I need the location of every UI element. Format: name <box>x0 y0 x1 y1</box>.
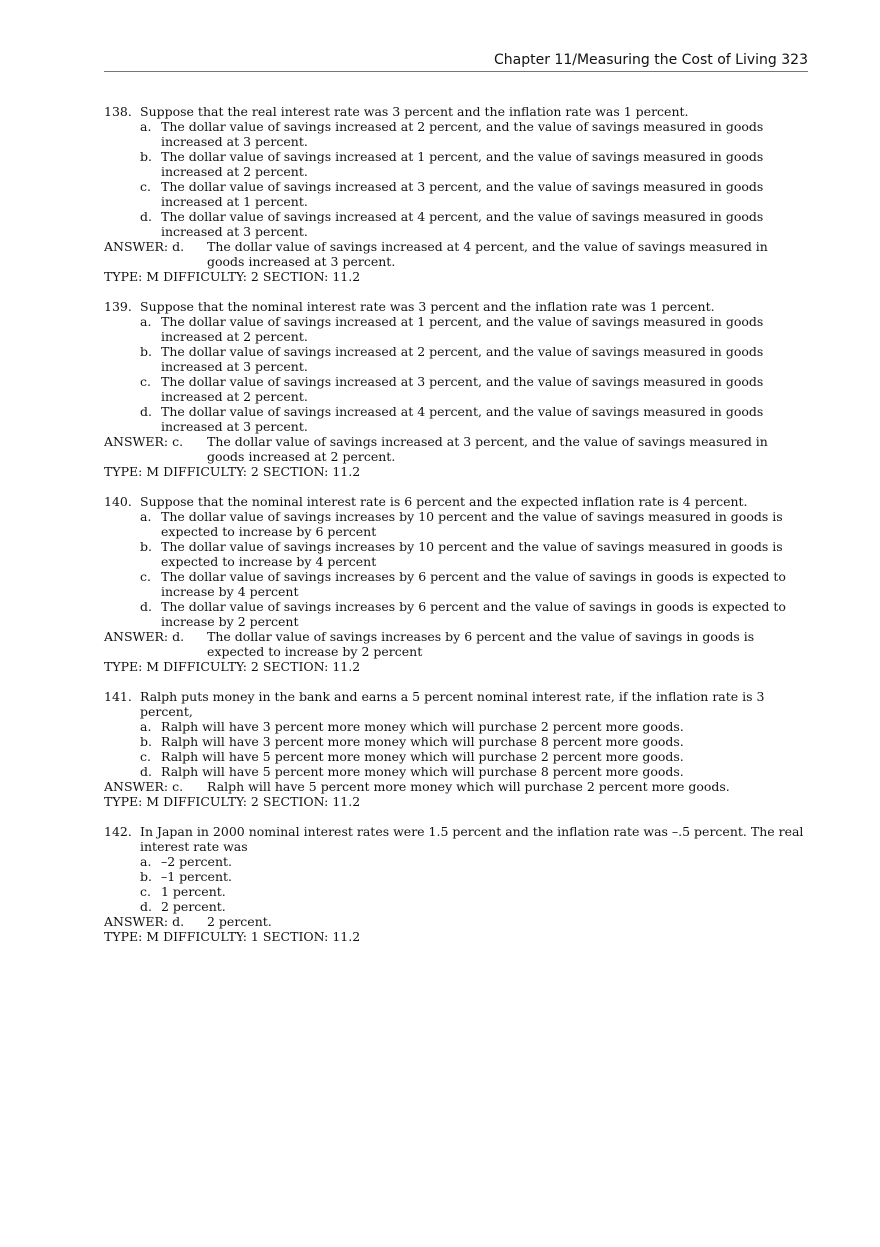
option-d <box>104 764 808 779</box>
question-stem <box>104 104 808 119</box>
option-text: The dollar value of savings increased at 4 percent, and the value of savings measured in goods increased at 3 percent. <box>161 209 764 239</box>
option-letter: b. <box>140 539 152 554</box>
option-letter: c. <box>140 749 151 764</box>
option-text: The dollar value of savings increased at 4 percent, and the value of savings measured in goods increased at 3 percent. <box>161 404 764 434</box>
page-header <box>104 52 808 72</box>
option-b <box>104 149 808 179</box>
option-letter: a. <box>140 719 152 734</box>
question-text: Suppose that the nominal interest rate is 6 percent and the expected inflation rate is 4 percent. <box>140 494 748 509</box>
question-text: Suppose that the real interest rate was 3 percent and the inflation rate was 1 percent. <box>140 104 689 119</box>
question-meta: TYPE: M DIFFICULTY: 2 SECTION: 11.2 <box>104 794 361 809</box>
question-meta: TYPE: M DIFFICULTY: 2 SECTION: 11.2 <box>104 464 361 479</box>
question-stem <box>104 494 808 509</box>
option-c <box>104 179 808 209</box>
option-letter: d. <box>140 899 152 914</box>
option-text: The dollar value of savings increases by 6 percent and the value of savings in goods is expected to increase by 4 percent <box>161 569 786 599</box>
option-a <box>104 314 808 344</box>
option-d <box>104 404 808 434</box>
option-a <box>104 719 808 734</box>
option-letter: d. <box>140 209 152 224</box>
question-text: Suppose that the nominal interest rate was 3 percent and the inflation rate was 1 percent. <box>140 299 715 314</box>
option-letter: b. <box>140 149 152 164</box>
page-number: 323 <box>781 52 808 68</box>
option-letter: b. <box>140 869 152 884</box>
option-c <box>104 884 808 899</box>
answer-line <box>104 914 808 929</box>
chapter-title: Chapter 11/Measuring the Cost of Living <box>493 52 777 68</box>
option-letter: b. <box>140 344 152 359</box>
question-text: Ralph puts money in the bank and earns a 5 percent nominal interest rate, if the inflation rate is 3 percent, <box>140 689 765 719</box>
question-140 <box>104 494 808 674</box>
option-letter: c. <box>140 569 151 584</box>
option-text: –1 percent. <box>161 869 232 884</box>
question-stem <box>104 824 808 854</box>
option-c <box>104 569 808 599</box>
option-letter: c. <box>140 374 151 389</box>
option-list <box>104 119 808 239</box>
answer-text: The dollar value of savings increased at 4 percent, and the value of savings measured in goods increased at 3 percent. <box>207 239 768 269</box>
option-text: The dollar value of savings increases by 10 percent and the value of savings measured in goods is expected to increase by 6 percent <box>161 509 783 539</box>
option-list <box>104 509 808 629</box>
option-text: Ralph will have 5 percent more money which will purchase 8 percent more goods. <box>161 764 684 779</box>
option-b <box>104 734 808 749</box>
question-139 <box>104 299 808 479</box>
option-text: The dollar value of savings increases by 6 percent and the value of savings in goods is expected to increase by 2 percent <box>161 599 786 629</box>
answer-text: The dollar value of savings increased at 3 percent, and the value of savings measured in goods increased at 2 percent. <box>207 434 768 464</box>
option-d <box>104 599 808 629</box>
option-list <box>104 314 808 434</box>
option-list <box>104 719 808 779</box>
question-142 <box>104 824 808 944</box>
option-text: The dollar value of savings increased at 1 percent, and the value of savings measured in goods increased at 2 percent. <box>161 314 764 344</box>
option-text: The dollar value of savings increased at 2 percent, and the value of savings measured in goods increased at 3 percent. <box>161 119 764 149</box>
question-138 <box>104 104 808 284</box>
option-letter: a. <box>140 119 152 134</box>
answer-line <box>104 629 808 659</box>
question-stem <box>104 299 808 314</box>
option-d <box>104 209 808 239</box>
answer-label: ANSWER: c. <box>104 779 184 794</box>
option-text: The dollar value of savings increases by 10 percent and the value of savings measured in goods is expected to increase by 4 percent <box>161 539 783 569</box>
question-141 <box>104 689 808 809</box>
answer-text: Ralph will have 5 percent more money which will purchase 2 percent more goods. <box>207 779 730 794</box>
question-list <box>104 104 808 959</box>
answer-text: 2 percent. <box>207 914 272 929</box>
option-c <box>104 374 808 404</box>
option-text: The dollar value of savings increased at 3 percent, and the value of savings measured in goods increased at 1 percent. <box>161 179 764 209</box>
answer-label: ANSWER: d. <box>104 914 185 929</box>
question-number: 138. <box>104 104 132 119</box>
option-b <box>104 344 808 374</box>
question-stem <box>104 689 808 719</box>
option-c <box>104 749 808 764</box>
question-number: 139. <box>104 299 132 314</box>
question-meta: TYPE: M DIFFICULTY: 2 SECTION: 11.2 <box>104 269 361 284</box>
answer-label: ANSWER: c. <box>104 434 184 449</box>
option-letter: a. <box>140 314 152 329</box>
option-letter: a. <box>140 854 152 869</box>
option-text: Ralph will have 3 percent more money which will purchase 8 percent more goods. <box>161 734 684 749</box>
option-text: Ralph will have 3 percent more money which will purchase 2 percent more goods. <box>161 719 684 734</box>
option-text: 1 percent. <box>161 884 226 899</box>
option-letter: a. <box>140 509 152 524</box>
option-letter: c. <box>140 179 151 194</box>
question-meta: TYPE: M DIFFICULTY: 1 SECTION: 11.2 <box>104 929 361 944</box>
option-text: 2 percent. <box>161 899 226 914</box>
answer-line <box>104 434 808 464</box>
option-letter: d. <box>140 764 152 779</box>
option-text: –2 percent. <box>161 854 232 869</box>
header-text <box>494 52 808 69</box>
option-b <box>104 869 808 884</box>
answer-line <box>104 239 808 269</box>
option-a <box>104 854 808 869</box>
answer-label: ANSWER: d. <box>104 239 185 254</box>
option-d <box>104 899 808 914</box>
answer-text: The dollar value of savings increases by 6 percent and the value of savings in goods is expected to increase by 2 percent <box>207 629 755 659</box>
answer-label: ANSWER: d. <box>104 629 185 644</box>
option-letter: c. <box>140 884 151 899</box>
option-letter: d. <box>140 404 152 419</box>
question-meta: TYPE: M DIFFICULTY: 2 SECTION: 11.2 <box>104 659 361 674</box>
option-text: The dollar value of savings increased at 3 percent, and the value of savings measured in goods increased at 2 percent. <box>161 374 764 404</box>
option-text: The dollar value of savings increased at 1 percent, and the value of savings measured in goods increased at 2 percent. <box>161 149 764 179</box>
option-text: The dollar value of savings increased at 2 percent, and the value of savings measured in goods increased at 3 percent. <box>161 344 764 374</box>
option-text: Ralph will have 5 percent more money which will purchase 2 percent more goods. <box>161 749 684 764</box>
question-number: 142. <box>104 824 132 839</box>
option-letter: d. <box>140 599 152 614</box>
option-b <box>104 539 808 569</box>
option-a <box>104 509 808 539</box>
option-a <box>104 119 808 149</box>
option-list <box>104 854 808 914</box>
answer-line <box>104 779 808 794</box>
option-letter: b. <box>140 734 152 749</box>
question-number: 140. <box>104 494 132 509</box>
question-number: 141. <box>104 689 132 704</box>
question-text: In Japan in 2000 nominal interest rates were 1.5 percent and the inflation rate was –.5 percent. The real interest rate was <box>140 824 804 854</box>
